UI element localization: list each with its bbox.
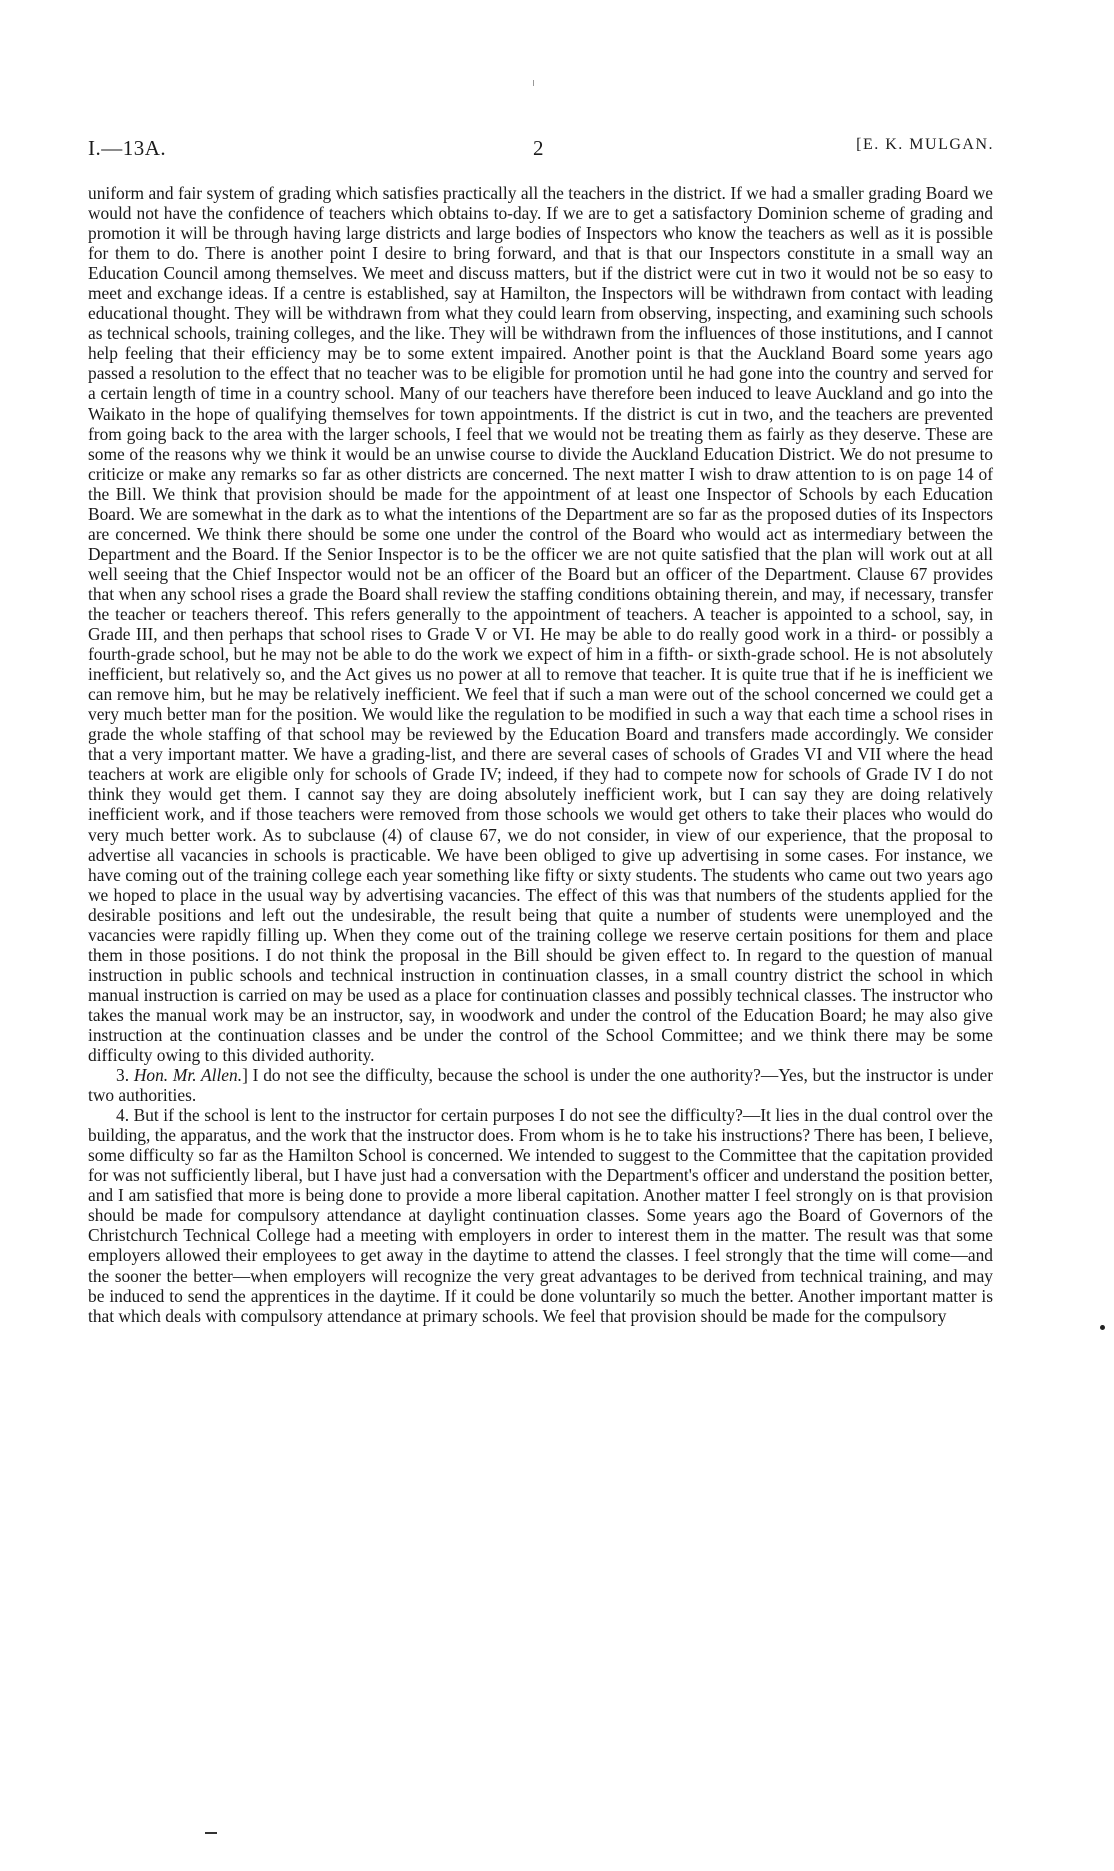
margin-dot <box>1100 1325 1105 1330</box>
paragraph-2-text: ] I do not see the difficulty, because the school is under the one authority?—Yes, but the instructor is under two authorities. <box>88 1065 994 1106</box>
footer-dash <box>205 1832 217 1834</box>
speaker-name: Hon. Mr. Allen. <box>133 1065 243 1086</box>
document-reference: I.—13A. <box>88 136 167 160</box>
page-number: 2 <box>533 136 544 160</box>
scan-mark-top <box>533 80 534 86</box>
paragraph-1: uniform and fair system of grading which satisfies practically all the teachers in the district. If we had a smaller grading Board we would not have the confidence of teachers which obtains to-day. If we are to get a satisfactory Dominion scheme of grading and promotion it will be through having large districts and large bodies of Inspectors who know the teachers as well as it is possible for them to do. There is another point I desire to bring forward, and that is that our Inspectors constitute in a small way an Education Council among themselves. We meet and discuss matters, but if the district were cut in two it would not be so easy to meet and exchange ideas. If a centre is established, say at Hamilton, the Inspectors will be withdrawn from contact with leading educational thought. They will be withdrawn from what they could learn from observing, inspecting, and examining such schools as technical schools, training colleges, and the like. They will be withdrawn from the influences of those institutions, and I cannot help feeling that their efficiency may be to some extent impaired. Another point is that the Auckland Board some years ago passed a resolution to the effect that no teacher was to be eligible for promotion until he had gone into the country and served for a certain length of time in a country school. Many of our teachers have therefore been induced to leave Auckland and go into the Waikato in the hope of qualifying themselves for town appointments. If the district is cut in two, and the teachers are prevented from going back to the area with the larger schools, I feel that we would not be treating them as fairly as they deserve. These are some of the reasons why we think it would be an unwise course to divide the Auckland Education District. We do not presume to criticize or make any remarks so far as other districts are concerned. The next matter I wish to draw attention to is on page 14 of the Bill. We think that provision should be made for the appointment of at least one Inspector of Schools by each Education Board. We are somewhat in the dark as to what the intentions of the Department are so far as the proposed duties of its Inspectors are concerned. We think there should be some one under the control of the Board who would act as intermediary between the Department and the Board. If the Senior Inspector is to be the officer we are not quite satisfied that the plan will work out at all well seeing that the Chief Inspector would not be an officer of the Board but an officer of the Department. Clause 67 provides that when any school rises a grade the Board shall review the staffing conditions obtaining therein, and may, if necessary, transfer the teacher or teachers thereof. This refers generally to the appointment of teachers. A teacher is appointed to a school, say, in Grade III, and then perhaps that school rises to Grade V or VI. He may be able to do really good work in a third- or possibly a fourth-grade school, but he may not be able to do the work we expect of him in a fifth- or sixth-grade school. He is not absolutely inefficient, but relatively so, and the Act gives us no power at all to remove that teacher. It is quite true that if he is inefficient we can remove him, but he may be relatively inefficient. We feel that if such a man were out of the school concerned we could get a very much better man for the position. We would like the regulation to be modified in such a way that each time a school rises in grade the whole staffing of that school may be reviewed by the Education Board and transfers made accordingly. We consider that a very important matter. We have a grading-list, and there are several cases of schools of Grades VI and VII where the head teachers at work are eligible only for schools of Grade IV; indeed, if they had to compete now for schools of Grade IV I do not think they would get them. I cannot say they are doing absolutely inefficient work, but I can say they are doing relatively inefficient work, and if those teachers were removed from those schools we would get others to take their places who would do very much better work. As to subclause (4) of clause 67, we do not consider, in view of our experience, that the proposal to advertise all vacancies in schools is practicable. We have been obliged to give up advertising in some cases. For instance, we have coming out of the training college each year something like fifty or sixty students. The students who came out two years ago we hoped to place in the usual way by advertising vacancies. The effect of this was that numbers of the students applied for the desirable positions and left out the undesirable, the result being that quite a number of students were unemployed and the vacancies were rapidly filling up. When they come out of the training college we reserve certain positions for them and place them in those positions. I do not think the proposal in the Bill should be given effect to. In regard to the question of manual instruction in public schools and technical instruction in continuation classes, in a small country district the school in which manual instruction is carried on may be used as a place for continuation classes and possibly technical classes. The instructor who takes the manual work may be an instructor, say, in woodwork and under the control of the Education Board; he may also give instruction at the continuation classes and be under the control of the School Committee; and we think there may be some difficulty owing to this divided authority. <box>88 183 993 1066</box>
question-number: 3. <box>116 1065 130 1086</box>
page-header <box>88 136 994 166</box>
paragraph-2 <box>88 1065 993 1105</box>
body-text <box>88 183 993 1326</box>
paragraph-3: 4. But if the school is lent to the instructor for certain purposes I do not see the difficulty?—It lies in the dual control over the building, the apparatus, and the work that the instructor does. From whom is he to take his instructions? There has been, I believe, some difficulty so far as the Hamilton School is concerned. We intended to suggest to the Committee that the capitation provided for was not sufficiently liberal, but I have just had a conversation with the Department's officer and understand the position better, and I am satisfied that more is being done to provide a more liberal capitation. Another matter I feel strongly on is that provision should be made for compulsory attendance at daylight continuation classes. Some years ago the Board of Governors of the Christchurch Technical College had a meeting with employers in order to interest them in the matter. The result was that some employers allowed their employees to get away in the daytime to attend the classes. I feel strongly that the time will come—and the sooner the better—when employers will recognize the very great advantages to be derived from technical training, and may be induced to send the apprentices in the daytime. If it could be done voluntarily so much the better. Another important matter is that which deals with compulsory attendance at primary schools. We feel that provision should be made for the compulsory <box>88 1105 993 1326</box>
witness-name: [E. K. MULGAN. <box>856 136 994 153</box>
